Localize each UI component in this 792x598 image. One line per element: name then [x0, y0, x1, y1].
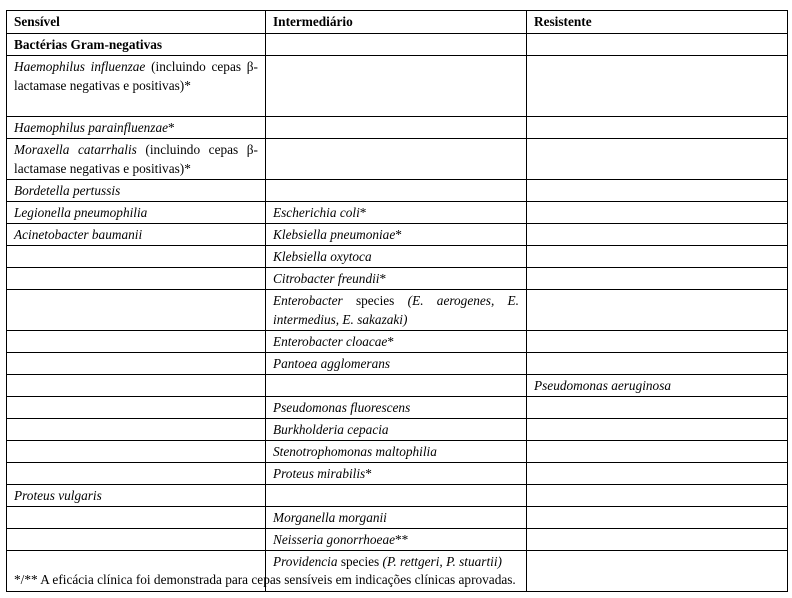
table-row [7, 485, 788, 507]
cell-resistant [527, 463, 788, 485]
cell-sensitive [7, 117, 266, 139]
cell-sensitive [7, 463, 266, 485]
table-row [7, 441, 788, 463]
cell-resistant [527, 375, 788, 397]
cell-intermediate [266, 485, 527, 507]
cell-text: * [387, 334, 394, 349]
cell-resistant [527, 507, 788, 529]
cell-text: Proteus vulgaris [14, 488, 102, 503]
cell-resistant [527, 224, 788, 246]
cell-resistant [527, 441, 788, 463]
cell-intermediate [266, 202, 527, 224]
cell-text: Klebsiella pneumoniae [273, 227, 396, 242]
cell-sensitive [7, 529, 266, 551]
cell-text: Pseudomonas aeruginosa [534, 378, 672, 393]
cell-text: * [168, 120, 175, 135]
cell-resistant [527, 397, 788, 419]
cell-text: Haemophilus influenzae [14, 59, 146, 74]
cell-resistant [527, 268, 788, 290]
cell-text: Burkholderia cepacia [273, 422, 389, 437]
table-row [7, 139, 788, 180]
cell-text: (incluindo cepas β-lactamase negativas e positivas)* [14, 142, 258, 176]
cell-intermediate [266, 139, 527, 180]
cell-text: Acinetobacter baumanii [14, 227, 143, 242]
cell-intermediate [266, 290, 527, 331]
cell-text: Pantoea agglomerans [273, 356, 391, 371]
table-row [7, 34, 788, 56]
table-row [7, 224, 788, 246]
cell-resistant [527, 180, 788, 202]
header-sensitive: Sensível [7, 11, 266, 34]
cell-sensitive [7, 246, 266, 268]
cell-resistant [527, 551, 788, 592]
cell-resistant [527, 290, 788, 331]
table-row [7, 463, 788, 485]
cell-sensitive [7, 290, 266, 331]
table-row [7, 117, 788, 139]
cell-text: Bordetella pertussis [14, 183, 121, 198]
cell-intermediate [266, 246, 527, 268]
cell-text: Providencia [273, 554, 338, 569]
cell-sensitive [7, 441, 266, 463]
cell-sensitive [7, 268, 266, 290]
cell-sensitive [7, 56, 266, 117]
cell-resistant [527, 246, 788, 268]
cell-text: * [379, 271, 387, 286]
cell-text: * [365, 466, 372, 481]
table-row [7, 397, 788, 419]
header-resistant: Resistente [527, 11, 788, 34]
cell-sensitive [7, 331, 266, 353]
cell-text: (E. aerogenes, E. intermedius, E. sakazaki) [273, 293, 520, 327]
cell-intermediate [266, 507, 527, 529]
cell-intermediate [266, 441, 527, 463]
table-row [7, 246, 788, 268]
cell-sensitive [7, 180, 266, 202]
cell-text: (incluindo cepas β-lactamase negativas e positivas)* [14, 59, 258, 93]
cell-resistant [527, 56, 788, 117]
header-intermediate: Intermediário [266, 11, 527, 34]
cell-intermediate [266, 224, 527, 246]
cell-sensitive [7, 353, 266, 375]
cell-intermediate [266, 117, 527, 139]
cell-text: Bactérias Gram-negativas [14, 37, 163, 52]
cell-sensitive [7, 419, 266, 441]
cell-resistant [527, 419, 788, 441]
table-body [7, 34, 788, 592]
cell-text: * [359, 205, 367, 220]
cell-intermediate [266, 375, 527, 397]
table-row [7, 268, 788, 290]
cell-intermediate [266, 397, 527, 419]
cell-sensitive [7, 507, 266, 529]
table-row [7, 353, 788, 375]
cell-intermediate [266, 34, 527, 56]
cell-text: Escherichia coli [273, 205, 360, 220]
cell-resistant [527, 529, 788, 551]
cell-text: Moraxella catarrhalis [14, 142, 137, 157]
table-row [7, 507, 788, 529]
cell-intermediate [266, 331, 527, 353]
cell-sensitive [7, 375, 266, 397]
cell-text: (P. rettgeri, P. stuartii) [382, 554, 502, 569]
footnote: */** A eficácia clínica foi demonstrada para cepas sensíveis em indicações clínicas aprovadas. [14, 572, 516, 587]
cell-sensitive [7, 202, 266, 224]
cell-intermediate [266, 419, 527, 441]
cell-resistant [527, 485, 788, 507]
cell-intermediate [266, 56, 527, 117]
cell-intermediate [266, 268, 527, 290]
cell-intermediate [266, 463, 527, 485]
cell-text: Neisseria gonorrhoeae [273, 532, 396, 547]
table-row [7, 419, 788, 441]
cell-sensitive [7, 224, 266, 246]
cell-text: species [342, 293, 408, 308]
cell-text: Stenotrophomonas maltophilia [273, 444, 437, 459]
cell-resistant [527, 331, 788, 353]
cell-intermediate [266, 353, 527, 375]
cell-text: Legionella pneumophilia [14, 205, 148, 220]
cell-text: species [337, 554, 383, 569]
cell-resistant [527, 34, 788, 56]
cell-text: Proteus mirabilis [273, 466, 366, 481]
table-row [7, 202, 788, 224]
cell-sensitive [7, 139, 266, 180]
cell-text: * [395, 227, 402, 242]
table-header-row [7, 11, 788, 34]
cell-text: Citrobacter freundii [273, 271, 380, 286]
table-row [7, 331, 788, 353]
cell-text: ** [395, 532, 409, 547]
cell-text: Enterobacter cloacae [273, 334, 388, 349]
cell-sensitive [7, 485, 266, 507]
table-row [7, 180, 788, 202]
cell-sensitive [7, 34, 266, 56]
table-row [7, 56, 788, 117]
table-row [7, 529, 788, 551]
susceptibility-table [6, 10, 788, 592]
cell-text: Pseudomonas fluorescens [273, 400, 411, 415]
table-row [7, 290, 788, 331]
cell-text: Haemophilus parainfluenzae [14, 120, 169, 135]
cell-text: Klebsiella oxytoca [273, 249, 372, 264]
cell-resistant [527, 202, 788, 224]
cell-resistant [527, 353, 788, 375]
cell-intermediate [266, 180, 527, 202]
cell-sensitive [7, 397, 266, 419]
cell-text: Morganella morganii [273, 510, 387, 525]
cell-resistant [527, 117, 788, 139]
cell-resistant [527, 139, 788, 180]
table-row [7, 375, 788, 397]
cell-intermediate [266, 529, 527, 551]
cell-text: Enterobacter [273, 293, 343, 308]
